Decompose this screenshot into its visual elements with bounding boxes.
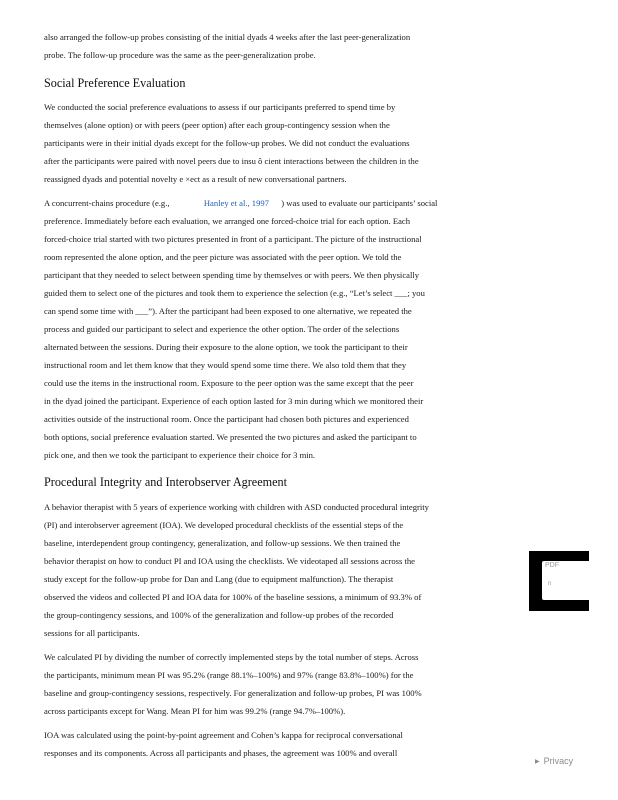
text-line: IOA was calculated using the point-by-point agreement and Cohen’s kappa for reciprocal conversational bbox=[44, 730, 403, 740]
text-line bbox=[44, 198, 437, 209]
privacy-link[interactable] bbox=[535, 756, 573, 766]
text-line: reassigned dyads and potential novelty e ×ect as a result of new conversational partners. bbox=[44, 174, 347, 184]
text-line: forced-choice trial started with two pictures presented in front of a participant. The picture of the instructional bbox=[44, 234, 422, 244]
text-line: activities outside of the instructional room. Once the participant had chosen both pictures and experienced bbox=[44, 414, 409, 424]
text-line: observed the videos and collected PI and IOA data for 100% of the baseline sessions, a minimum of 93.3% of bbox=[44, 592, 422, 602]
text-line: We calculated PI by dividing the number of correctly implemented steps by the total number of steps. Across bbox=[44, 652, 419, 662]
text-fragment: ) was used to evaluate our participants’ social bbox=[281, 198, 438, 208]
text-fragment: A concurrent-chains procedure (e.g., bbox=[44, 198, 170, 208]
text-line: both options, social preference evaluation started. We presented the two pictures and asked the participant to bbox=[44, 432, 417, 442]
text-line: instructional room and let them know that they would spend some time there. We also told them that they bbox=[44, 360, 407, 370]
pdf-download-button[interactable] bbox=[529, 551, 589, 611]
text-line: could use the items in the instructional room. Exposure to the peer option was the same except that the peer bbox=[44, 378, 414, 388]
text-line: pick one, and then we took the participant to experience their choice for 3 min. bbox=[44, 450, 316, 460]
text-line: study except for the follow-up probe for Dan and Lang (due to equipment malfunction). The therapist bbox=[44, 574, 394, 584]
text-line: participants were in their initial dyads except for the follow-up probes. We did not conduct the evaluations bbox=[44, 138, 410, 148]
section-heading-procedural-integrity: Procedural Integrity and Interobserver Agreement bbox=[44, 475, 287, 489]
text-line: baseline and group-contingency sessions, respectively. For generalization and follow-up probes, PI was 100% bbox=[44, 688, 422, 698]
text-line: after the participants were paired with novel peers due to insu ô cient interactions between the children in the bbox=[44, 156, 419, 166]
text-line: sessions for all participants. bbox=[44, 628, 140, 638]
text-line: guided them to select one of the pictures and took them to experience the selection (e.g., “Let’s select ___; you bbox=[44, 288, 425, 298]
text-line: probe. The follow-up procedure was the same as the peer-generalization probe. bbox=[44, 50, 316, 60]
text-line: in the dyad joined the participant. Experience of each option lasted for 3 min during which we monitored their bbox=[44, 396, 424, 406]
text-line: alternated between the sessions. During their exposure to the alone option, we took the participant to their bbox=[44, 342, 408, 352]
citation-link-hanley-1997[interactable]: Hanley et al., 1997 bbox=[203, 198, 269, 208]
privacy-label: Privacy bbox=[543, 756, 574, 766]
pdf-sub-label: n bbox=[548, 581, 552, 587]
text-line: responses and its components. Across all participants and phases, the agreement was 100% and overall bbox=[44, 748, 398, 758]
text-line: the group-contingency sessions, and 100% of the generalization and follow-up probes of the recorded bbox=[44, 610, 394, 620]
text-line: A behavior therapist with 5 years of experience working with children with ASD conducted procedural integrity bbox=[44, 502, 429, 512]
text-line: the participants, minimum mean PI was 95.2% (range 88.1%–100%) and 97% (range 83.8%–100%) for the bbox=[44, 670, 414, 680]
text-line: behavior therapist on how to conduct PI and IOA using the checklists. We videotaped all sessions across the bbox=[44, 556, 415, 566]
text-line: across participants except for Wang. Mean PI for him was 99.2% (range 94.7%–100%). bbox=[44, 706, 346, 716]
pdf-label: PDF bbox=[545, 562, 559, 569]
text-line: themselves (alone option) or with peers (peer option) after each group-contingency session when the bbox=[44, 120, 390, 130]
section-heading-social-preference: Social Preference Evaluation bbox=[44, 76, 186, 90]
triangle-right-icon: ▶ bbox=[535, 759, 540, 765]
text-line: process and guided our participant to select and experience the other option. The order of the selections bbox=[44, 324, 400, 334]
text-line: participant that they needed to select between spending time by themselves or with peers. We then physically bbox=[44, 270, 420, 280]
text-line: room represented the alone option, and the peer picture was associated with the peer option. We told the bbox=[44, 252, 402, 262]
text-line: We conducted the social preference evaluations to assess if our participants preferred to spend time by bbox=[44, 102, 396, 112]
text-line: preference. Immediately before each evaluation, we arranged one forced-choice trial for each option. Each bbox=[44, 216, 410, 226]
text-line: baseline, interdependent group contingency, generalization, and follow-up sessions. We then trained the bbox=[44, 538, 401, 548]
text-line: (PI) and interobserver agreement (IOA). We developed procedural checklists of the essential steps of the bbox=[44, 520, 404, 530]
text-line: can spend some time with ___”). After the participant had been exposed to one alternative, we repeated the bbox=[44, 306, 412, 316]
text-line: also arranged the follow-up probes consisting of the initial dyads 4 weeks after the last peer-generalization bbox=[44, 32, 411, 42]
